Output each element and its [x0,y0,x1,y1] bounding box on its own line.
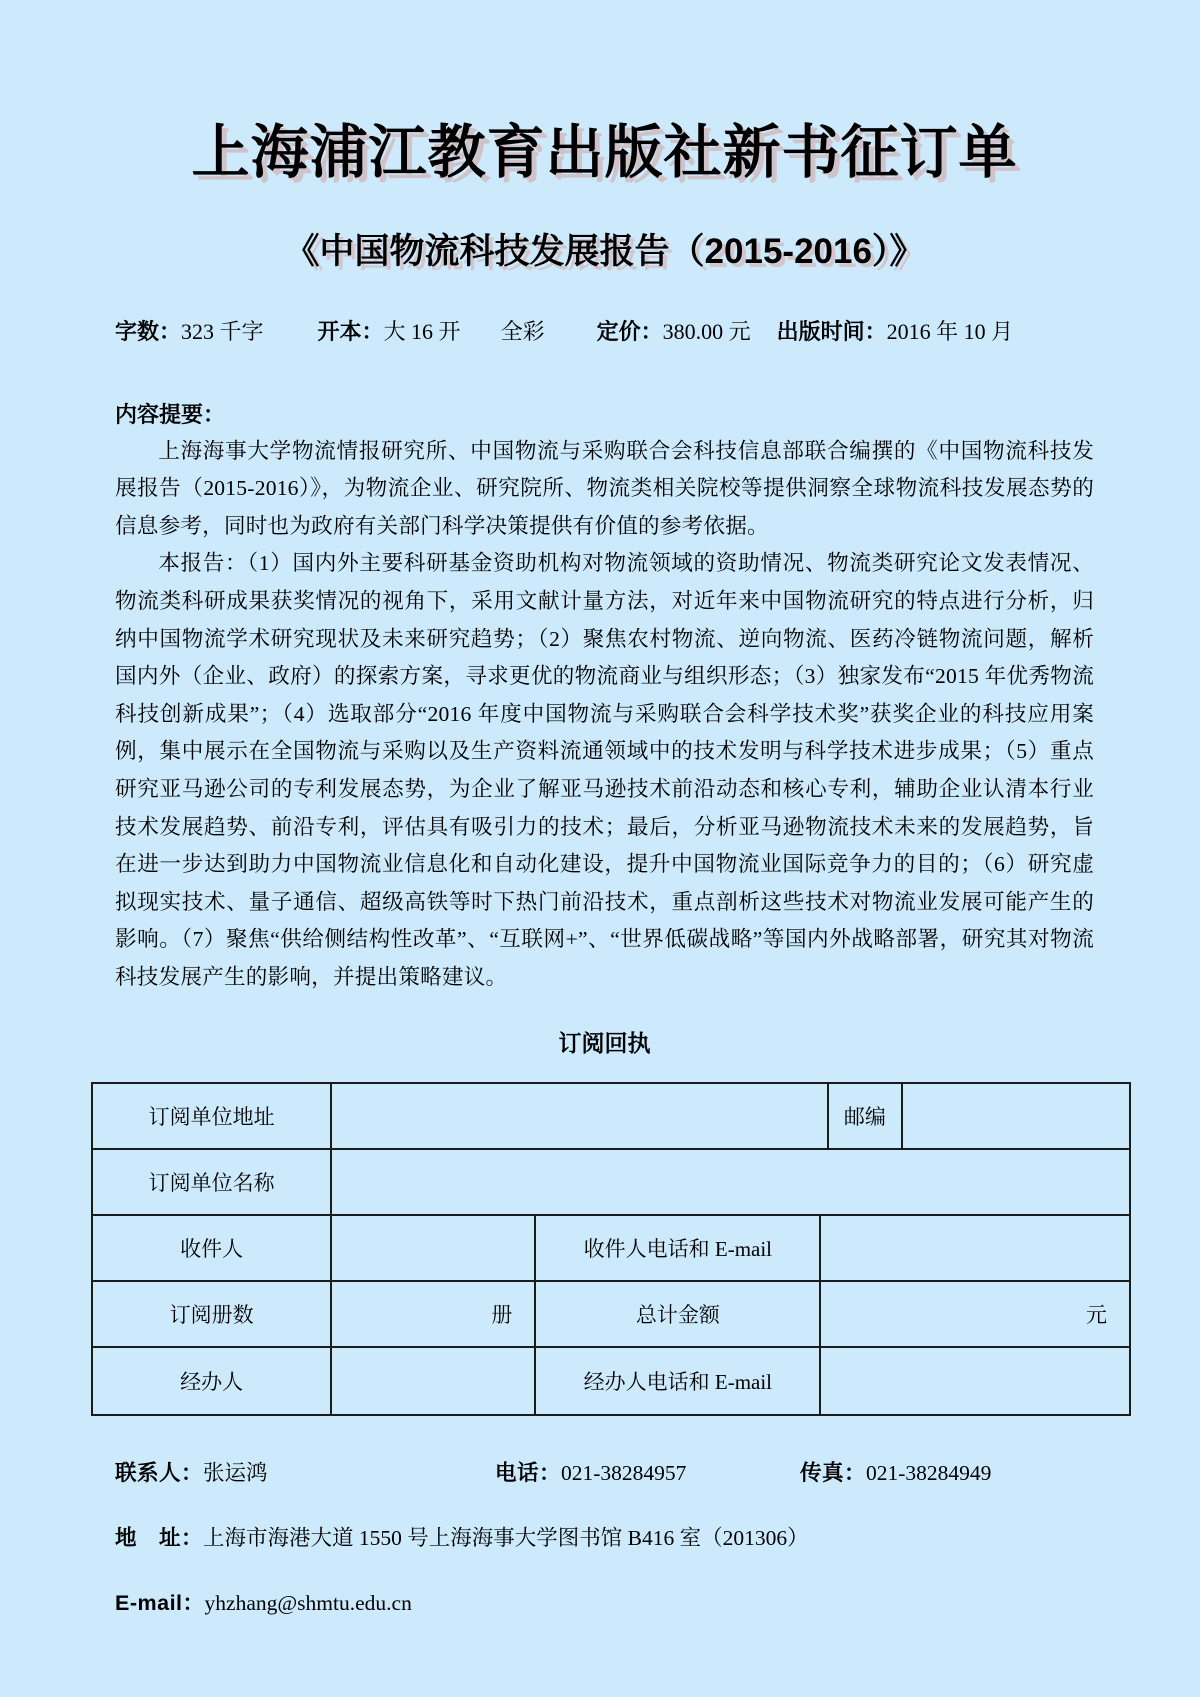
table-row-address [93,1084,1129,1150]
contact-person-value: 张运鸿 [203,1460,268,1485]
postcode-label: 邮编 [829,1084,904,1148]
handler-input[interactable] [332,1348,536,1414]
handler-phone-input[interactable] [821,1348,1129,1414]
address-label: 地 址： [115,1525,204,1550]
handler-label: 经办人 [93,1348,332,1414]
color-value: 全彩 [500,318,545,344]
subscriber-address-label: 订阅单位地址 [93,1084,332,1148]
book-meta-line [115,315,1094,346]
copies-input[interactable] [332,1282,536,1346]
table-row-handler [93,1348,1129,1414]
copies-label: 订阅册数 [93,1282,332,1346]
subscriber-name-label: 订阅单位名称 [93,1150,332,1214]
contact-person [115,1456,495,1487]
contact-fax-label: 传真： [800,1460,867,1485]
recipient-phone-label: 收件人电话和 E-mail [536,1216,821,1280]
subscriber-address-input[interactable] [332,1084,828,1148]
contact-phone [495,1456,800,1487]
summary-paragraph-1: 上海海事大学物流情报研究所、中国物流与采购联合会科技信息部联合编撰的《中国物流科技发展报告（2015-2016）》，为物流企业、研究院所、物流类相关院校等提供洞察全球物流科技发展态势的信息参考，同时也为政府有关部门科学决策提供有价值的参考依据。 [115,438,1094,538]
price-label: 定价： [596,318,663,344]
copies-unit-label: 册 [491,1302,513,1327]
contact-person-label: 联系人： [115,1460,204,1485]
table-row-unit-name [93,1150,1129,1216]
page-title: 上海浦江教育出版社新书征订单 [191,120,1018,185]
currency-unit-label: 元 [1085,1302,1107,1327]
format-label: 开本： [317,318,384,344]
word-count-value: 323 千字 [181,318,264,344]
pub-date-value: 2016 年 10 月 [886,318,1014,344]
table-row-quantity [93,1282,1129,1348]
contact-phone-value: 021-38284957 [561,1460,687,1485]
contact-fax-value: 021-38284949 [866,1460,992,1485]
book-title: 《中国物流科技发展报告（2015-2016）》 [284,231,925,271]
summary-paragraph-2: 本报告：（1）国内外主要科研基金资助机构对物流领域的资助情况、物流类研究论文发表情况、物流类科研成果获奖情况的视角下，采用文献计量方法，对近年来中国物流研究的特点进行分析，归纳中国物流学术研究现状及未来研究趋势；（2）聚焦农村物流、逆向物流、医药冷链物流问题，解析国内外（企业、政府）的探索方案，寻求更优的物流商业与组织形态；（3）独家发布“2015 年优秀物流科技创新成果”；（4）选取部分“2016 年度中国物流与采购联合会科学技术奖”获奖企业的科技应用案例，集中展示在全国物流与采购以及生产资料流通领域中的技术发明与科学技术进步成果；（5）重点研究亚马逊公司的专利发展态势，为企业了解亚马逊技术前沿动态和核心专利，辅助企业认清本行业技术发展趋势、前沿专利，评估具有吸引力的技术；最后，分析亚马逊物流技术未来的发展趋势，旨在进一步达到助力中国物流业信息化和自动化建设，提升中国物流业国际竞争力的目的；（6）研究虚拟现实技术、量子通信、超级高铁等时下热门前沿技术，重点剖析这些技术对物流业发展可能产生的影响。（7）聚焦“供给侧结构性改革”、“互联网+”、“世界低碳战略”等国内外战略部署，研究其对物流科技发展产生的影响，并提出策略建议。 [115,551,1094,989]
subscription-receipt-heading: 订阅回执 [558,1029,651,1056]
price-value: 380.00 元 [662,318,751,344]
word-count-label: 字数： [115,318,182,344]
total-amount-label: 总计金额 [536,1282,821,1346]
format-value: 大 16 开 [383,318,461,344]
contact-line [115,1456,1094,1487]
summary-heading: 内容提要： [115,401,226,427]
pub-date-label: 出版时间： [776,318,887,344]
email-label: E-mail： [115,1590,205,1615]
address-value: 上海市海港大道 1550 号上海海事大学图书馆 B416 室（201306） [203,1525,809,1550]
total-amount-input[interactable] [821,1282,1129,1346]
subscriber-name-input[interactable] [332,1150,1129,1214]
recipient-phone-input[interactable] [821,1216,1129,1280]
contact-address [115,1521,1094,1552]
contact-email [115,1586,1094,1617]
email-value: yhzhang@shmtu.edu.cn [204,1590,412,1615]
postcode-input[interactable] [903,1084,1129,1148]
handler-phone-label: 经办人电话和 E-mail [536,1348,821,1414]
order-form-document [0,120,1200,1697]
subscription-receipt-table [91,1082,1131,1416]
table-row-recipient [93,1216,1129,1282]
recipient-input[interactable] [332,1216,536,1280]
contact-fax [800,1456,991,1487]
contact-phone-label: 电话： [495,1460,562,1485]
recipient-label: 收件人 [93,1216,332,1280]
